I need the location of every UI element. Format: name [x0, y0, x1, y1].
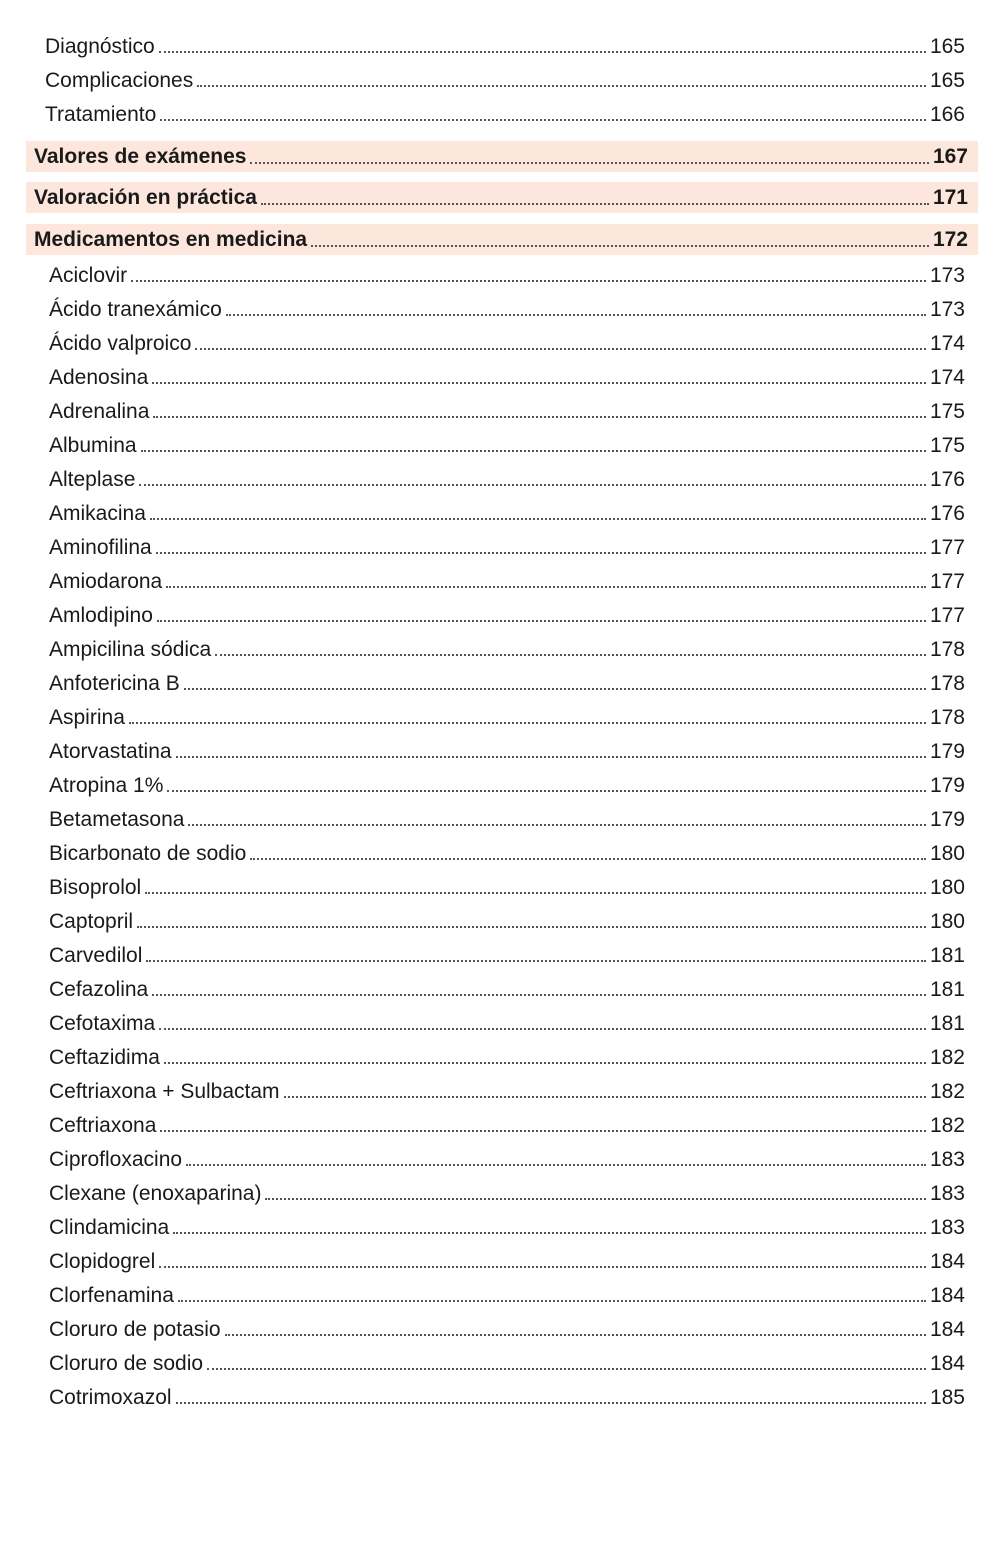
toc-entry[interactable]	[49, 839, 965, 867]
dot-leader	[176, 756, 926, 758]
dot-leader	[131, 280, 926, 282]
toc-entry[interactable]	[49, 873, 965, 901]
toc-entry-page: 165	[929, 35, 965, 58]
dot-leader	[150, 518, 926, 520]
toc-entry-label: Cloruro de potasio	[49, 1318, 221, 1341]
toc-entry[interactable]	[49, 941, 965, 969]
dot-leader	[215, 654, 926, 656]
toc-entry-label: Cloruro de sodio	[49, 1352, 204, 1375]
toc-section-label: Valoración en práctica	[34, 186, 257, 209]
toc-entry[interactable]	[49, 533, 965, 561]
toc-entry[interactable]	[49, 1281, 965, 1309]
toc-entry-label: Anfotericina B	[49, 672, 180, 695]
toc-entry-label: Adenosina	[49, 366, 149, 389]
toc-entry-page: 180	[929, 876, 965, 899]
dot-leader	[225, 1334, 926, 1336]
toc-entry-label: Cefotaxima	[49, 1012, 156, 1035]
toc-entry-page: 178	[929, 638, 965, 661]
toc-entry-page: 173	[929, 298, 965, 321]
toc-entry[interactable]	[49, 635, 965, 663]
toc-entry-page: 181	[929, 978, 965, 1001]
dot-leader	[250, 162, 928, 164]
toc-entry-label: Amlodipino	[49, 604, 153, 627]
toc-section-valores-de-examenes[interactable]	[26, 141, 978, 172]
toc-entry-label: Captopril	[49, 910, 134, 933]
dot-leader	[146, 960, 926, 962]
dot-leader	[145, 892, 926, 894]
toc-entry-page: 173	[929, 264, 965, 287]
toc-entry[interactable]	[49, 1315, 965, 1343]
toc-entry-page: 184	[929, 1250, 965, 1273]
dot-leader	[137, 926, 926, 928]
toc-entry[interactable]	[49, 363, 965, 391]
dot-leader	[226, 314, 926, 316]
toc-entry-label: Complicaciones	[45, 69, 194, 92]
toc-entry-page: 176	[929, 502, 965, 525]
toc-entry[interactable]	[49, 1383, 965, 1411]
toc-entry-label: Ciprofloxacino	[49, 1148, 183, 1171]
toc-entry-page: 184	[929, 1318, 965, 1341]
toc-entry-page: 181	[929, 944, 965, 967]
dot-leader	[265, 1198, 925, 1200]
toc-entry-label: Tratamiento	[45, 103, 157, 126]
toc-entry-label: Alteplase	[49, 468, 136, 491]
toc-entry-label: Diagnóstico	[45, 35, 155, 58]
toc-section-label: Medicamentos en medicina	[34, 228, 308, 251]
toc-entry-label: Atropina 1%	[49, 774, 164, 797]
dot-leader	[159, 1028, 926, 1030]
toc-section-valoracion-en-practica[interactable]	[26, 182, 978, 213]
dot-leader	[311, 245, 929, 247]
toc-entry-page: 175	[929, 400, 965, 423]
toc-entry-label: Clopidogrel	[49, 1250, 156, 1273]
toc-section-page: 172	[932, 228, 968, 251]
toc-entry-page: 183	[929, 1182, 965, 1205]
toc-entry-label: Clorfenamina	[49, 1284, 174, 1307]
toc-entry-label: Carvedilol	[49, 944, 143, 967]
toc-entry-label: Betametasona	[49, 808, 185, 831]
toc-entry-label: Ampicilina sódica	[49, 638, 212, 661]
toc-entry-label: Albumina	[49, 434, 137, 457]
toc-entry-complicaciones[interactable]	[45, 66, 965, 94]
dot-leader	[156, 552, 926, 554]
toc-entry-label: Clexane (enoxaparina)	[49, 1182, 262, 1205]
dot-leader	[261, 203, 929, 205]
toc-entry[interactable]	[49, 1111, 965, 1139]
toc-entry-page: 179	[929, 808, 965, 831]
toc-entry-page: 180	[929, 910, 965, 933]
toc-entry-label: Ácido tranexámico	[49, 298, 222, 321]
toc-entry[interactable]	[49, 669, 965, 697]
toc-entry[interactable]	[49, 465, 965, 493]
toc-entry[interactable]	[49, 1043, 965, 1071]
toc-section-label: Valores de exámenes	[34, 145, 247, 168]
toc-entry-page: 182	[929, 1046, 965, 1069]
dot-leader	[178, 1300, 926, 1302]
toc-entry-label: Aciclovir	[49, 264, 128, 287]
toc-entry-page: 184	[929, 1284, 965, 1307]
dot-leader	[141, 450, 926, 452]
toc-entry[interactable]	[49, 805, 965, 833]
toc-entry-page: 182	[929, 1114, 965, 1137]
toc-entry-page: 181	[929, 1012, 965, 1035]
toc-entry-label: Cefazolina	[49, 978, 149, 1001]
toc-entry-label: Bicarbonato de sodio	[49, 842, 247, 865]
dot-leader	[152, 994, 926, 996]
dot-leader	[186, 1164, 926, 1166]
toc-entry[interactable]	[49, 1349, 965, 1377]
toc-entry[interactable]	[49, 261, 965, 289]
toc-entry-label: Aspirina	[49, 706, 125, 729]
toc-entry[interactable]	[49, 295, 965, 323]
dot-leader	[159, 1266, 926, 1268]
toc-entry[interactable]	[49, 567, 965, 595]
toc-entry-page: 178	[929, 672, 965, 695]
dot-leader	[166, 586, 926, 588]
toc-entry-page: 177	[929, 604, 965, 627]
toc-entry-diagnostico[interactable]	[45, 32, 965, 60]
toc-entry[interactable]	[49, 601, 965, 629]
dot-leader	[157, 620, 926, 622]
toc-entry-page: 179	[929, 740, 965, 763]
toc-entry[interactable]	[49, 771, 965, 799]
toc-entry[interactable]	[49, 499, 965, 527]
toc-entry-page: 177	[929, 536, 965, 559]
toc-entry-label: Cotrimoxazol	[49, 1386, 172, 1409]
toc-section-page: 167	[932, 145, 968, 168]
toc-entry-page: 174	[929, 366, 965, 389]
toc-entry-page: 182	[929, 1080, 965, 1103]
toc-entry[interactable]	[49, 1247, 965, 1275]
toc-entry-label: Amikacina	[49, 502, 146, 525]
toc-entry-page: 166	[929, 103, 965, 126]
toc-entry-page: 180	[929, 842, 965, 865]
dot-leader	[164, 1062, 926, 1064]
dot-leader	[173, 1232, 926, 1234]
dot-leader	[197, 85, 926, 87]
dot-leader	[153, 416, 926, 418]
dot-leader	[188, 824, 926, 826]
toc-entry-label: Ceftriaxona	[49, 1114, 157, 1137]
toc-entry-page: 179	[929, 774, 965, 797]
toc-entry-tratamiento[interactable]	[45, 100, 965, 128]
toc-entry[interactable]	[49, 1009, 965, 1037]
toc-entry[interactable]	[49, 329, 965, 357]
dot-leader	[129, 722, 926, 724]
toc-entry[interactable]	[49, 1145, 965, 1173]
toc-entry-label: Ceftriaxona + Sulbactam	[49, 1080, 280, 1103]
toc-entry[interactable]	[49, 1077, 965, 1105]
toc-entry[interactable]	[49, 737, 965, 765]
toc-entry[interactable]	[49, 975, 965, 1003]
toc-entry[interactable]	[49, 397, 965, 425]
toc-section-page: 171	[932, 186, 968, 209]
toc-entry-page: 183	[929, 1148, 965, 1171]
dot-leader	[152, 382, 926, 384]
toc-entry-page: 177	[929, 570, 965, 593]
toc-entry[interactable]	[49, 703, 965, 731]
toc-section-medicamentos-en-medicina[interactable]	[26, 224, 978, 255]
dot-leader	[195, 348, 926, 350]
toc-entry-page: 174	[929, 332, 965, 355]
toc-entry[interactable]	[49, 1213, 965, 1241]
toc-entry-label: Ácido valproico	[49, 332, 192, 355]
dot-leader	[284, 1096, 926, 1098]
toc-entry-page: 165	[929, 69, 965, 92]
toc-entry[interactable]	[49, 1179, 965, 1207]
dot-leader	[159, 51, 926, 53]
toc-entry-page: 185	[929, 1386, 965, 1409]
dot-leader	[184, 688, 926, 690]
toc-entry-label: Bisoprolol	[49, 876, 142, 899]
toc-entry[interactable]	[49, 431, 965, 459]
toc-entry-label: Clindamicina	[49, 1216, 170, 1239]
dot-leader	[167, 790, 926, 792]
toc-entry-label: Adrenalina	[49, 400, 150, 423]
toc-entry-label: Atorvastatina	[49, 740, 172, 763]
toc-entry-page: 178	[929, 706, 965, 729]
dot-leader	[176, 1402, 926, 1404]
dot-leader	[250, 858, 926, 860]
toc-entry-page: 176	[929, 468, 965, 491]
toc-entry[interactable]	[49, 907, 965, 935]
toc-entry-page: 175	[929, 434, 965, 457]
toc-entry-label: Amiodarona	[49, 570, 163, 593]
toc-entry-label: Ceftazidima	[49, 1046, 160, 1069]
dot-leader	[207, 1368, 926, 1370]
toc-entry-label: Aminofilina	[49, 536, 152, 559]
toc-entry-page: 184	[929, 1352, 965, 1375]
dot-leader	[139, 484, 926, 486]
dot-leader	[160, 119, 926, 121]
dot-leader	[160, 1130, 926, 1132]
toc-entry-page: 183	[929, 1216, 965, 1239]
